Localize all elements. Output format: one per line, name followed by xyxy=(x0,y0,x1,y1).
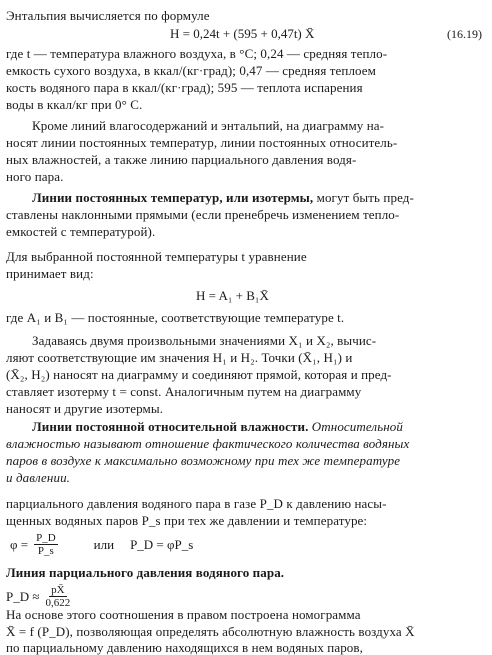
formula-partial-pressure xyxy=(6,584,72,609)
fraction-denominator: 0,622 xyxy=(45,597,71,609)
formula-enthalpy: H = 0,24t + (595 + 0,47t) X̄ xyxy=(170,26,315,41)
text-line: X̄ = f (P_D), позволяющая определять абсолютную влажность воздуха X̄ xyxy=(6,624,415,639)
text-line: Кроме линий влагосодержаний и энтальпий, на диаграмму на- xyxy=(32,118,385,133)
formula-part: φ = xyxy=(10,536,29,552)
text-line: емкостей с температурой). xyxy=(6,224,156,239)
text-line: паров в воздухе к максимально возможному при тех же температуре xyxy=(6,453,401,468)
text-line: Энтальпия вычисляется по формуле xyxy=(6,8,210,23)
text-line: емкость сухого воздуха, в ккал/(кг·град); 0,47 — средняя теплоем xyxy=(6,63,376,78)
text-line: щенных водяных паров P_s при тех же давлении и температуре: xyxy=(6,513,368,528)
text-line: где t — температура влажного воздуха, в °С; 0,24 — средняя тепло- xyxy=(6,46,388,61)
fraction-numerator: P_D xyxy=(36,532,56,544)
text-line xyxy=(32,419,403,435)
text-line: Задаваясь двумя произвольными значениями X₁ и X₂, вычис- xyxy=(32,333,377,348)
formula-part: или xyxy=(93,536,115,552)
equation-number: (16.19) xyxy=(447,27,482,41)
text-line: где A₁ и B₁ — постоянные, соответствующие температуре t. xyxy=(6,310,345,325)
fraction xyxy=(34,532,58,557)
text-line: ного пара. xyxy=(6,169,64,184)
formula-isotherm: H = A₁ + B₁X̄ xyxy=(196,288,269,303)
formula-part: P_D = φP_s xyxy=(130,536,194,552)
text-line: и давлении. xyxy=(6,470,71,485)
text-line: (X̄₂, H₂) наносят на диаграмму и соединяют прямой, которая и пред- xyxy=(6,367,392,382)
text-line: принимает вид: xyxy=(6,266,94,281)
text-line: наносят и другие изотермы. xyxy=(6,401,164,416)
section-heading: Линии постоянной относительной влажности. xyxy=(32,419,309,434)
text-line: Для выбранной постоянной температуры t уравнение xyxy=(6,249,307,264)
text-line: ляют соответствующие им значения H₁ и H₂. Точки (X̄₁, H₁) и xyxy=(6,350,353,365)
text-line: по парциальному давлению находящихся в нем водяных паров, xyxy=(6,640,363,655)
text-fragment: Относительной xyxy=(308,419,403,434)
section-heading: Линии постоянных температур, или изотермы, xyxy=(32,190,314,205)
text-line: носят линии постоянных температур, линии постоянных относитель- xyxy=(6,135,398,150)
fraction xyxy=(44,584,73,609)
text-line xyxy=(32,190,414,206)
fraction-denominator: P_s xyxy=(37,545,54,557)
text-line: ставляет изотерму t = const. Аналогичным путем на диаграмму xyxy=(6,384,362,399)
formula-relative-humidity xyxy=(10,532,193,557)
text-line: ных влажностей, а также линию парциального давления водя- xyxy=(6,152,357,167)
fraction-numerator: pX̄ xyxy=(51,584,65,596)
text-line: воды в ккал/кг при 0° С. xyxy=(6,97,143,112)
text-line: На основе этого соотношения в правом построена номограмма xyxy=(6,607,361,622)
text-line: парциального давления водяного пара в газе P_D к давлению насы- xyxy=(6,496,387,511)
text-line: ставлены наклонными прямыми (если пренебречь изменением тепло- xyxy=(6,207,400,222)
section-heading: Линия парциального давления водяного пара. xyxy=(6,565,285,580)
formula-part: P_D ≈ xyxy=(6,588,40,604)
text-line: влажностью называют отношение фактического количества водяных xyxy=(6,436,410,451)
text-line: кость водяного пара в ккал/(кг·град); 595 — теплота испарения xyxy=(6,80,363,95)
text-fragment: могут быть пред- xyxy=(313,190,414,205)
